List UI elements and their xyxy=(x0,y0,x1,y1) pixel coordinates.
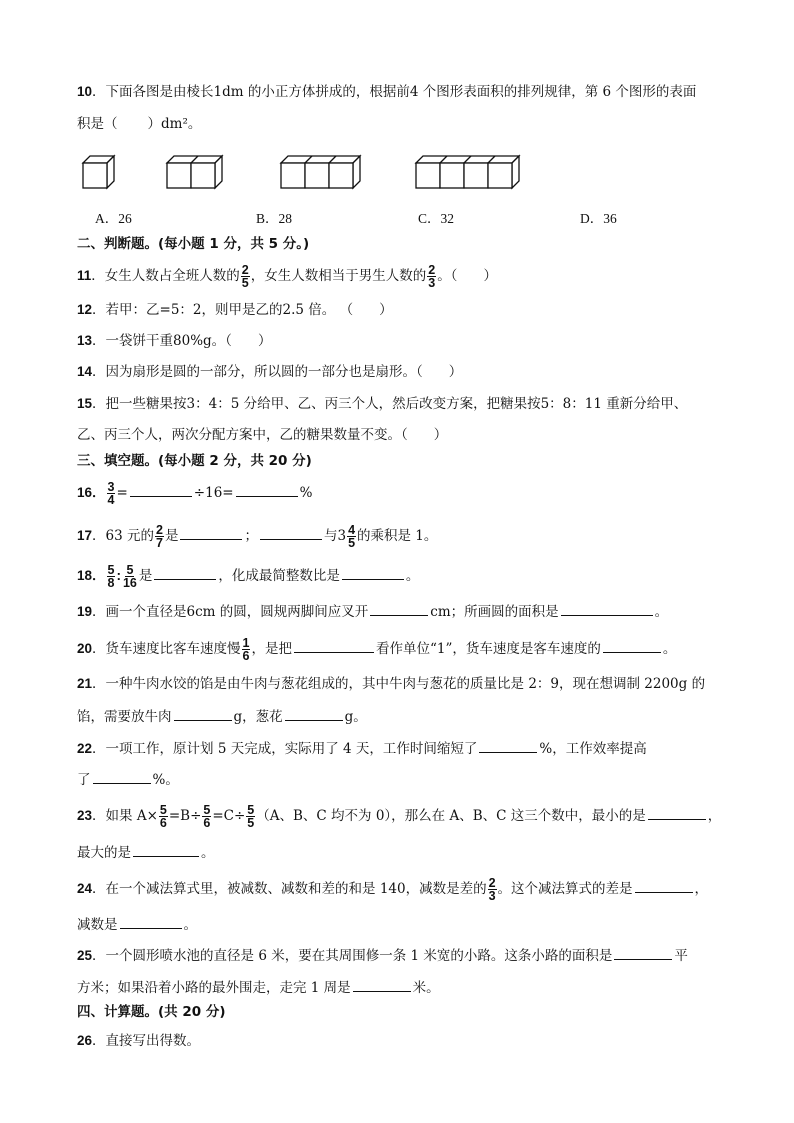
q24-line1 xyxy=(77,877,744,902)
q16-eq: = xyxy=(116,485,128,501)
q25-text-c: 方米；如果沿着小路的最外围走，走完 1 周是 xyxy=(77,980,351,996)
fraction: $\frac{5}{5}$ xyxy=(247,803,255,830)
q18-number: 18 xyxy=(77,568,93,583)
q17-text-c: ； xyxy=(244,528,258,544)
q22-text-a: ．一项工作，原计划 5 天完成，实际用了 4 天，工作时间缩短了 xyxy=(92,741,478,757)
q23-text-a: ．如果 A× xyxy=(92,808,158,824)
q22-text-d: %。 xyxy=(152,772,179,788)
q21-line2 xyxy=(77,706,744,727)
q23-text-b: =B÷ xyxy=(168,808,202,824)
q26-number: 26 xyxy=(77,1033,93,1048)
q15-end: ） xyxy=(433,427,448,443)
q24-text-e: 。 xyxy=(183,917,197,933)
q20-text-c: 看作单位“1”，货车速度是客车速度的 xyxy=(375,641,601,657)
q21-text-c: g。 xyxy=(344,709,367,725)
q12-number: 12 xyxy=(77,302,93,317)
q22-line1 xyxy=(77,738,744,759)
q23-text-g: 。 xyxy=(201,845,215,861)
cube-figures xyxy=(0,0,794,200)
q12 xyxy=(77,300,744,320)
q24-line2 xyxy=(77,914,744,935)
option-a[interactable]: A．26 xyxy=(95,211,132,226)
q14-text: ．因为扇形是圆的一部分，所以圆的一部分也是扇形。（ xyxy=(92,364,423,380)
answer-blank[interactable] xyxy=(479,738,537,753)
q16: 16． $\frac{3}{4}$ = ÷16= % xyxy=(77,480,313,507)
q23-number: 23 xyxy=(77,808,93,823)
q13 xyxy=(77,331,744,351)
answer-blank[interactable] xyxy=(236,482,298,497)
q25-number: 25 xyxy=(77,948,93,963)
answer-blank[interactable] xyxy=(260,525,322,540)
q23-line2 xyxy=(77,842,744,863)
q13-number: 13 xyxy=(77,333,93,348)
answer-blank[interactable] xyxy=(174,706,232,721)
answer-blank[interactable] xyxy=(603,638,661,653)
q24-number: 24 xyxy=(77,881,93,896)
q10-text-a: 积是（ xyxy=(77,116,118,132)
q11-text-c: 。（ xyxy=(437,268,458,284)
cube-figure-3 xyxy=(281,156,360,188)
q13-text: ．一袋饼干重80%g。（ xyxy=(92,333,232,349)
answer-blank[interactable] xyxy=(93,769,151,784)
option-c[interactable]: C．32 xyxy=(418,211,455,226)
q22-number: 22 xyxy=(77,741,93,756)
q19 xyxy=(77,601,744,622)
q14-number: 14 xyxy=(77,364,93,379)
q11-number: 11 xyxy=(77,268,92,283)
q20-text-b: ，是把 xyxy=(251,641,292,657)
answer-blank[interactable] xyxy=(370,601,428,616)
q21-text-a: 馅，需要放牛肉 xyxy=(77,709,172,725)
q17-text-a: ．63 元的 xyxy=(92,528,155,544)
q17-text-b: 是 xyxy=(164,528,179,544)
ratio-colon: : xyxy=(116,568,121,583)
q22-text-c: 了 xyxy=(77,772,91,788)
q24-text-d: 减数是 xyxy=(77,917,118,933)
q18-text-b: ，化成最简整数比是 xyxy=(218,568,340,584)
answer-blank[interactable] xyxy=(342,565,404,580)
q11 xyxy=(77,264,744,289)
answer-blank[interactable] xyxy=(130,482,192,497)
q19-number: 19 xyxy=(77,604,93,619)
q17-text-d: 与3 xyxy=(323,528,347,544)
q21-text-b: g，葱花 xyxy=(233,709,283,725)
q11-text-b: ，女生人数相当于男生人数的 xyxy=(250,268,427,284)
q25-text-a: ．一个圆形喷水池的直径是 6 米，要在其周围修一条 1 米宽的小路。这条小路的面积是 xyxy=(92,948,613,964)
q19-text-a: ．画一个直径是6cm 的圆，圆规两脚间应叉开 xyxy=(92,604,369,620)
q19-text-b: cm；所画圆的面积是 xyxy=(430,604,559,620)
q25-text-d: 米。 xyxy=(412,980,440,996)
q23-text-f: 最大的是 xyxy=(77,845,131,861)
answer-blank[interactable] xyxy=(561,601,653,616)
q17 xyxy=(77,524,744,549)
fraction: $\frac{3}{4}$ xyxy=(107,480,115,507)
q10-text: ．下面各图是由棱长1dm 的小正方体拼成的，根据前4 个图形表面积的排列规律，第 6 个图形的表面 xyxy=(92,84,697,100)
fraction: $\frac{2}{3}$ xyxy=(428,263,436,290)
q20 xyxy=(77,637,744,662)
q23-text-c: =C÷ xyxy=(212,808,246,824)
fraction: $\frac{5}{6}$ xyxy=(159,803,167,830)
fraction: $\frac{2}{3}$ xyxy=(488,876,496,903)
q25-line2 xyxy=(77,977,744,998)
q26 xyxy=(77,1031,744,1051)
answer-blank[interactable] xyxy=(133,842,199,857)
q24-text-a: ．在一个减法算式里，被减数、减数和差的和是 140，减数是差的 xyxy=(92,881,487,897)
answer-blank[interactable] xyxy=(180,525,242,540)
q11-text-a: ．女生人数占全班人数的 xyxy=(91,268,240,284)
q15-text-2: 乙、丙三个人，两次分配方案中，乙的糖果数量不变。（ xyxy=(77,427,408,443)
answer-blank[interactable] xyxy=(120,914,182,929)
q18-text-c: 。 xyxy=(405,568,420,584)
fraction: $\frac{1}{6}$ xyxy=(242,636,250,663)
section-4-title: 四、计算题。(共 20 分) xyxy=(77,1004,226,1020)
q25-text-b: 平 xyxy=(674,948,688,964)
cube-figure-2 xyxy=(167,156,222,188)
q23-line1 xyxy=(77,804,744,829)
q21-number: 21 xyxy=(77,676,93,691)
q23-text-e: ， xyxy=(707,808,722,824)
q20-number: 20 xyxy=(77,641,93,656)
q21-line1 xyxy=(77,674,744,694)
q12-text: ．若甲：乙=5：2，则甲是乙的2.5 倍。 （ xyxy=(92,302,354,318)
cube-figure-4 xyxy=(416,156,519,188)
answer-blank[interactable] xyxy=(154,565,216,580)
fraction: $\frac{5}{16}$ xyxy=(122,563,137,590)
answer-blank[interactable] xyxy=(635,878,693,893)
q15-line1 xyxy=(77,394,744,414)
q10-number: 10 xyxy=(77,84,93,99)
answer-blank[interactable] xyxy=(648,805,706,820)
q20-text-a: ．货车速度比客车速度慢 xyxy=(92,641,241,657)
q20-text-d: 。 xyxy=(662,641,677,657)
fraction: $\frac{5}{6}$ xyxy=(203,803,211,830)
q15-number: 15 xyxy=(77,396,93,411)
fraction: $\frac{4}{5}$ xyxy=(348,523,356,550)
fraction: $\frac{2}{5}$ xyxy=(241,263,249,290)
q26-text: ．直接写出得数。 xyxy=(92,1033,201,1049)
q18-text-a: 是 xyxy=(138,568,153,584)
q16-text-b: ÷16= xyxy=(193,485,234,501)
q14 xyxy=(77,362,744,382)
option-b[interactable]: B．28 xyxy=(256,211,293,226)
section-2-title: 二、判断题。(每小题 1 分，共 5 分。) xyxy=(77,236,310,252)
q15-text: ．把一些糖果按3：4：5 分给甲、乙、丙三个人，然后改变方案，把糖果按5：8：11 重新分给甲、 xyxy=(92,396,688,412)
q11-text-d: ） xyxy=(483,268,497,284)
q10-text-b: ）dm²。 xyxy=(147,116,202,132)
q14-end: ） xyxy=(448,364,463,380)
cube-figure-1 xyxy=(83,156,114,188)
q19-text-c: 。 xyxy=(654,604,669,620)
option-d[interactable]: D．36 xyxy=(580,211,617,226)
q16-number: 16 xyxy=(77,485,93,500)
q17-text-e: 的乘积是 1。 xyxy=(357,528,438,544)
q15-line2 xyxy=(77,425,744,445)
answer-blank[interactable] xyxy=(285,706,343,721)
q25-line1 xyxy=(77,945,744,966)
q22-text-b: %，工作效率提高 xyxy=(539,741,647,757)
q23-text-d: （A、B、C 均不为 0），那么在 A、B、C 这三个数中，最小的是 xyxy=(256,808,646,824)
fraction: $\frac{2}{7}$ xyxy=(156,523,163,550)
q24-text-b: 。这个减法算式的差是 xyxy=(497,881,633,897)
q16-percent: % xyxy=(299,485,313,501)
q13-end: ） xyxy=(257,333,272,349)
q12-end: ） xyxy=(379,302,393,318)
answer-blank[interactable] xyxy=(353,977,411,992)
answer-blank[interactable] xyxy=(294,638,374,653)
q22-line2 xyxy=(77,769,744,790)
answer-blank[interactable] xyxy=(614,945,672,960)
q18: 18． $\frac{5}{8}$ : $\frac{5}{16}$ 是 ，化成最简整数比是 。 xyxy=(77,563,420,590)
q17-number: 17 xyxy=(77,528,93,543)
fraction: $\frac{5}{8}$ xyxy=(107,563,115,590)
q21-text: ．一种牛肉水饺的馅是由牛肉与葱花组成的，其中牛肉与葱花的质量比是 2：9，现在想调制 2200g 的 xyxy=(92,676,706,692)
q24-text-c: ， xyxy=(694,881,709,897)
section-3-title: 三、填空题。(每小题 2 分，共 20 分) xyxy=(77,453,312,469)
